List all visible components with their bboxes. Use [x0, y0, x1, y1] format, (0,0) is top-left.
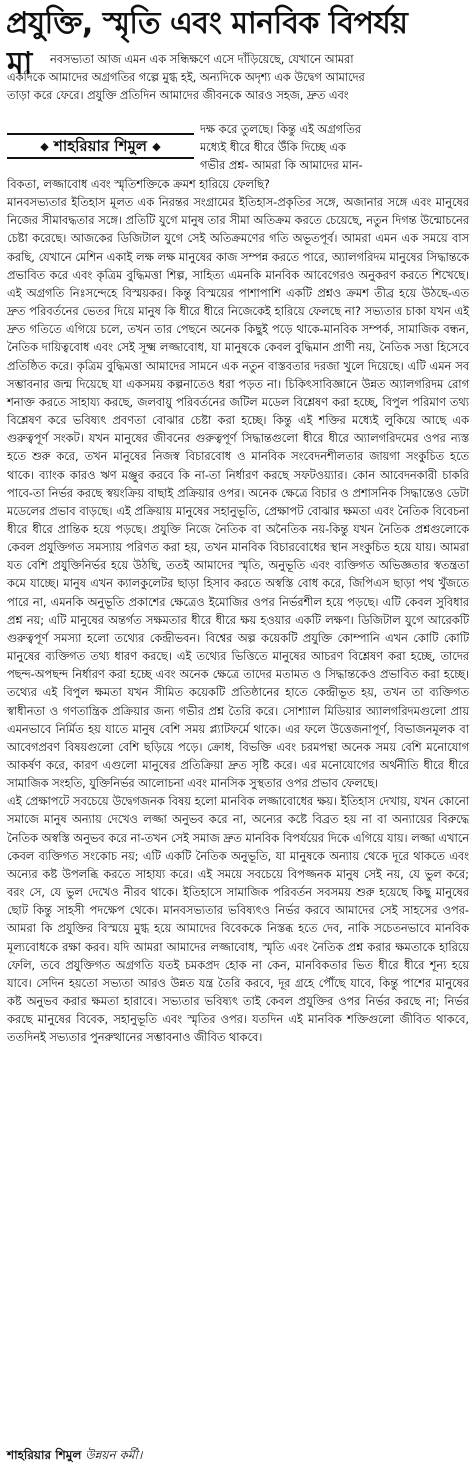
- byline-box: [7, 133, 194, 159]
- body-paragraph: এই প্রেক্ষাপটে সবচেয়ে উদ্বেগজনক বিষয় হলো মানবিক লজ্জাবোধের ক্ষয়। ইতিহাস দেখায়, যখন কোনো সমাজে মানুষ অন্যায় দেখেও লজ্জা অনুভব করে না, অন্যের কষ্টে বিব্রত হয় না বা অন্যায়ের বিরুদ্ধে নৈতিক অস্বস্তি অনুভব করে না-তখন সেই সমাজ দ্রুত মানবিক বিপর্যয়ের দিকে এগিয়ে যায়। লজ্জা এখানে কেবল ব্যক্তিগত সংকোচ নয়; এটি একটি নৈতিক অনুভূতি, যা মানুষকে অন্যায় থেকে দূরে থাকতে এবং অন্যের কষ্ট উপলব্ধি করতে সাহায্য করে। এই সময়ে সবচেয়ে বিপজ্জনক মানুষ সেই নয়, যে ভুল করে; বরং সে, যে ভুল দেখেও নীরব থাকে। ইতিহাসে সামাজিক পরিবর্তন সবসময় শুরু হয়েছে কিছু মানুষের ছোট কিন্তু সাহসী পদক্ষেপ থেকে। মানবসভ্যতার ভবিষ্যৎও নির্ভর করবে আমাদের সেই সাহসের ওপর-আমরা কি প্রযুক্তির বিস্ময়ে মুগ্ধ হয়ে আমাদের বিবেককে নিস্তব্ধ হতে দেব, নাকি সচেতনভাবে মানবিক মূল্যবোধকে রক্ষা করব। যদি আমরা আমাদের লজ্জাবোধ, স্মৃতি এবং নৈতিক প্রশ্ন করার ক্ষমতাকে হারিয়ে ফেলি, তবে প্রযুক্তিগত অগ্রগতি যতই চমকপ্রদ হোক না কেন, মানবিকতার ভিত ধীরে ধীরে শূন্য হয়ে যাবে। সেদিন হয়তো সভ্যতা আরও উন্নত যন্ত্র তৈরি করবে, দূর গ্রহে পৌঁছে যাবে, কিন্তু পাশের মানুষের কষ্ট অনুভব করার ক্ষমতা হারাবে। সভ্যতার ভবিষ্যৎ তাই কেবল প্রযুক্তির ওপর নির্ভর করছে না; নির্ভর করছে মানুষের বিবেক, সহানুভূতি এবং স্মৃতির ওপর। যতদিন এই মানবিক শক্তিগুলো জীবিত থাকবে, ততদিনই সভ্যতার পুনরুত্থানের সম্ভাবনাও জীবিত থাকবে।: [7, 795, 469, 1045]
- intro-line: গভীর প্রশ্ন- আমরা কি আমাদের মান-: [200, 159, 363, 172]
- intro-line: তাড়া করে ফেরে। প্রযুক্তি প্রতিদিন আমাদের জীবনকে আরও সহজ, দ্রুত এবং: [7, 89, 349, 102]
- intro-line: দক্ষ করে তুলছে। কিন্তু এই অগ্রগতির: [200, 123, 361, 136]
- article-body: [7, 176, 469, 1048]
- drop-cap: মা: [7, 46, 33, 81]
- footer-author-role: উন্নয়ন কর্মী।: [85, 1448, 143, 1462]
- intro-line: নবসভ্যতা আজ এমন এক সন্ধিক্ষণে এসে দাঁড়িয়েছে, যেখানে আমরা: [50, 53, 354, 66]
- diamond-icon: ◆: [152, 139, 161, 153]
- byline-author: শাহরিয়ার শিমুল: [54, 137, 147, 155]
- footer-author-name: শাহরিয়ার শিমুল: [7, 1448, 82, 1462]
- article-headline: প্রযুক্তি, স্মৃতি এবং মানবিক বিপর্যয়: [6, 6, 408, 41]
- diamond-icon: ◆: [40, 139, 49, 153]
- body-paragraph: মানবসভ্যতার ইতিহাস মূলত এক নিরন্তর সংগ্রামের ইতিহাস-প্রকৃতির সঙ্গে, অজানার সঙ্গে এবং মানুষের নিজের সীমাবদ্ধতার সঙ্গে। প্রতিটি যুগে মানুষ তার সীমা অতিক্রম করতে চেয়েছে, নতুন দিগন্ত উন্মোচনের চেষ্টা করেছে। আজকের ডিজিটাল যুগে সেই অতিক্রমণের গতি অভূতপূর্ব। আমরা এমন এক সময়ে বাস করছি, যেখানে মেশিন একাই লক্ষ লক্ষ মানুষের কাজ সম্পন্ন করতে পারে, অ্যালগরিদম মানুষের সিদ্ধান্তকে প্রভাবিত করে এবং কৃত্রিম বুদ্ধিমত্তা শিল্প, সাহিত্য এমনকি মানবিক আবেগেরও অনুকরণ করতে শিখেছে। এই অগ্রগতি নিঃসন্দেহে বিস্ময়কর। কিন্তু বিস্ময়ের পাশাপাশি একটি প্রশ্নও ক্রমশ তীব্র হয়ে উঠছে-এত দ্রুত পরিবর্তনের ভেতর দিয়ে মানুষ কি ধীরে ধীরে নিজেকেই হারিয়ে ফেলছে না? সভ্যতার চাকা যখন এই দ্রুত গতিতে এগিয়ে চলে, তখন তার পেছনে অনেক কিছুই পড়ে থাকে-মানবিক সম্পর্ক, সামাজিক বন্ধন, নৈতিক দায়িত্ববোধ এবং সেই সূক্ষ্ম লজ্জাবোধ, যা মানুষকে কেবল বুদ্ধিমান প্রাণী নয়, নৈতিক সত্তা হিসেবে প্রতিষ্ঠিত করে। কৃত্রিম বুদ্ধিমত্তা আমাদের সামনে এক নতুন বাস্তবতার দরজা খুলে দিয়েছে। এটি এমন সব সম্ভাবনার জন্ম দিয়েছে যা একসময় কল্পনাতেও ধরা পড়ত না। চিকিৎসাবিজ্ঞানে উন্নত অ্যালগরিদম রোগ শনাক্ত করতে সাহায্য করছে, জলবায়ু পরিবর্তনের জটিল মডেল বিশ্লেষণ করা হচ্ছে, বিপুল পরিমাণ তথ্য বিশ্লেষণ করে ভবিষ্যৎ প্রবণতা বোঝার চেষ্টা করা হচ্ছে। কিন্তু এই শক্তির মধ্যেই লুকিয়ে আছে এক গুরুত্বপূর্ণ সংকট। যখন মানুষের জীবনের গুরুত্বপূর্ণ সিদ্ধান্তগুলো ধীরে ধীরে অ্যালগরিদমের ওপর ন্যস্ত হতে শুরু করে, তখন মানুষের নিজস্ব বিচারবোধ ও মানবিক সংবেদনশীলতার জায়গা সংকুচিত হতে থাকে। ব্যাংক কারও ঋণ মঞ্জুর করবে কি না-তা নির্ধারণ করছে সফটওয়্যার। কোন আবেদনকারী চাকরি পাবে-তা নির্ভর করছে স্বয়ংক্রিয় বাছাই প্রক্রিয়ার ওপর। অনেক ক্ষেত্রে বিচার ও প্রশাসনিক সিদ্ধান্তেও ডেটা মডেলের প্রভাব বাড়ছে। এই প্রক্রিয়ায় মানুষের সহানুভূতি, প্রেক্ষাপট বোঝার ক্ষমতা এবং নৈতিক বিবেচনা ধীরে ধীরে প্রান্তিক হয়ে পড়ছে। প্রযুক্তি নিজে নৈতিক বা অনৈতিক নয়-কিন্তু যখন নৈতিক প্রশ্নগুলোকে কেবল প্রযুক্তিগত সমস্যায় পরিণত করা হয়, তখন মানবিক বিচারবোধের স্থান সংকুচিত হয়ে যায়। আমরা যত বেশি প্রযুক্তিনির্ভর হয়ে উঠছি, ততই আমাদের স্মৃতি, অনুভূতি এবং ব্যক্তিগত অভিজ্ঞতার স্বতন্ত্রতা কমে যাচ্ছে। মানুষ এখন ক্যালকুলেটর ছাড়া হিসাব করতে অস্বস্তি বোধ করে, জিপিএস ছাড়া পথ খুঁজতে পারে না, এমনকি অনুভূতি প্রকাশের ক্ষেত্রেও ইমোজির ওপর নির্ভরশীল হয়ে পড়ছে। এটি কেবল সুবিধার প্রশ্ন নয়; এটি মানুষের অন্তর্গত সক্ষমতার ধীরে ধীরে ক্ষয় হওয়ার একটি লক্ষণ। ডিজিটাল যুগে আরেকটি গুরুত্বপূর্ণ সমস্যা হলো তথ্যের কেন্দ্রীভবন। বিশ্বের অল্প কয়েকটি প্রযুক্তি কোম্পানি এখন কোটি কোটি মানুষের ব্যক্তিগত তথ্য ধারণ করছে। এই তথ্যের ভিত্তিতে মানুষের আচরণ বিশ্লেষণ করা হচ্ছে, তাদের পছন্দ-অপছন্দ নির্ধারণ করা হচ্ছে এবং অনেক ক্ষেত্রে তাদের মতামত ও সিদ্ধান্তকেও প্রভাবিত করা হচ্ছে। তথ্যের এই বিপুল ক্ষমতা যখন সীমিত কয়েকটি প্রতিষ্ঠানের হাতে কেন্দ্রীভূত হয়, তখন তা ব্যক্তিগত স্বাধীনতা ও গণতান্ত্রিক প্রক্রিয়ার জন্য গভীর প্রশ্ন তৈরি করে। সোশ্যাল মিডিয়ার অ্যালগরিদমগুলো প্রায় এমনভাবে নির্মিত হয় যাতে মানুষ বেশি সময় প্ল্যাটফর্মে থাকে। এর ফলে উত্তেজনাপূর্ণ, বিভাজনমূলক বা আবেগপ্রবণ বিষয়গুলো বেশি ছড়িয়ে পড়ে। ক্রোধ, বিভক্তি এবং চরমপন্থা অনেক সময় বেশি মনোযোগ আকর্ষণ করে, কারণ এগুলো মানুষের প্রতিক্রিয়া দ্রুত সৃষ্টি করে। এর মনোযোগের অর্থনীতি ধীরে ধীরে সামাজিক সংহতি, যুক্তিনির্ভর আলোচনা এবং মানসিক সুস্থতার ওপর প্রভাব ফেলছে।: [7, 196, 469, 791]
- intro-line: মধ্যেই ধীরে ধীরে উঁকি দিচ্ছে এক: [200, 141, 346, 154]
- author-footer: [7, 1446, 142, 1464]
- body-paragraph: বিকতা, লজ্জাবোধ এবং স্মৃতিশক্তিকে ক্রমশ হারিয়ে ফেলছি?: [7, 178, 270, 191]
- intro-line: একদিকে আমাদের অগ্রগতির গল্পে মুগ্ধ হই, অন্যদিকে অদৃশ্য এক উদ্বেগ আমাদের: [7, 71, 365, 84]
